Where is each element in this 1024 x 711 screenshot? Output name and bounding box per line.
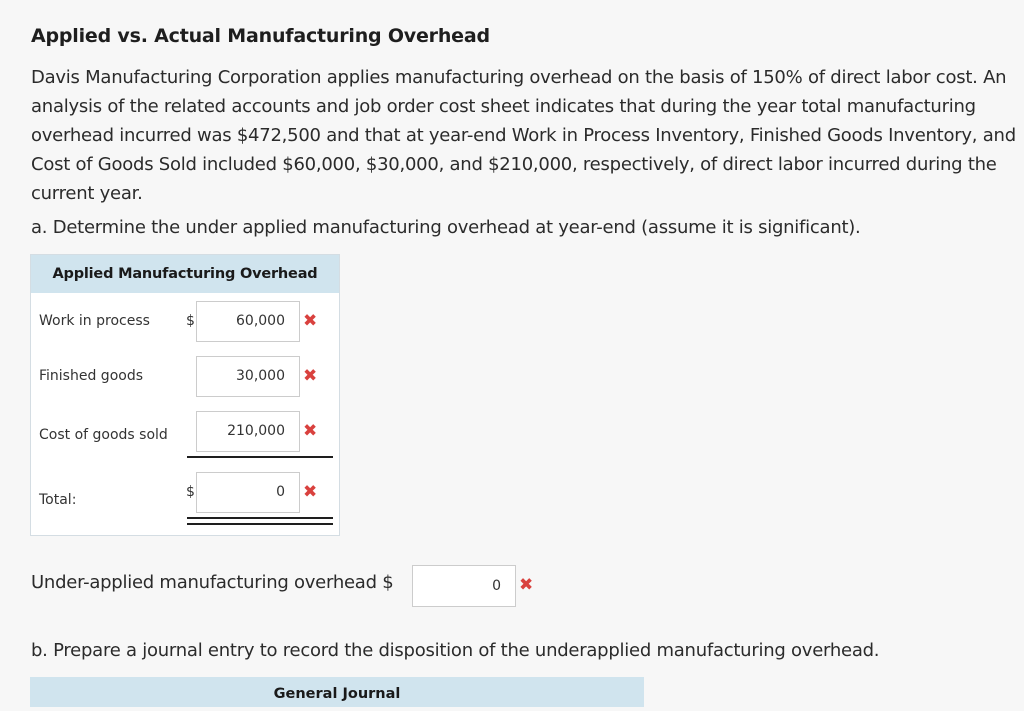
total-double-rule-bottom [187,523,333,525]
incorrect-icon: ✖ [303,482,318,502]
question-a: a. Determine the under applied manufacturing overhead at year-end (assume it is significant). [31,217,861,238]
cost-of-goods-sold-input[interactable]: 210,000 [196,411,300,452]
under-applied-input[interactable]: 0 [412,565,516,607]
incorrect-icon: ✖ [519,575,534,595]
general-journal-header: General Journal [30,677,644,707]
under-applied-label: Under-applied manufacturing overhead $ [31,572,394,593]
page-title: Applied vs. Actual Manufacturing Overhead [31,25,490,47]
dollar-sign: $ [186,313,195,329]
subtotal-rule [187,456,333,458]
incorrect-icon: ✖ [303,421,318,441]
total-double-rule-top [187,517,333,519]
finished-goods-label: Finished goods [39,368,144,384]
incorrect-icon: ✖ [303,366,318,386]
problem-description: Davis Manufacturing Corporation applies manufacturing overhead on the basis of 150% of direct labor cost. An analysis of the related accounts and job order cost sheet indicates that during the year total manufacturing overhead incurred was $472,500 and that at year-end Work in Process Inventory, Finished Goods Inventory, and Cost of Goods Sold included $60,000, $30,000, and $210,000, respectively, of direct labor incurred during the current year. [31,67,1016,204]
dollar-sign: $ [186,484,195,500]
applied-overhead-panel [30,254,340,536]
work-in-process-label: Work in process [39,313,150,329]
applied-overhead-header: Applied Manufacturing Overhead [31,255,339,293]
work-in-process-input[interactable]: 60,000 [196,301,300,342]
finished-goods-input[interactable]: 30,000 [196,356,300,397]
question-b: b. Prepare a journal entry to record the disposition of the underapplied manufacturing overhead. [31,640,880,661]
total-input[interactable]: 0 [196,472,300,513]
incorrect-icon: ✖ [303,311,318,331]
cost-of-goods-sold-label: Cost of goods sold [39,427,168,443]
total-label: Total: [39,492,77,508]
